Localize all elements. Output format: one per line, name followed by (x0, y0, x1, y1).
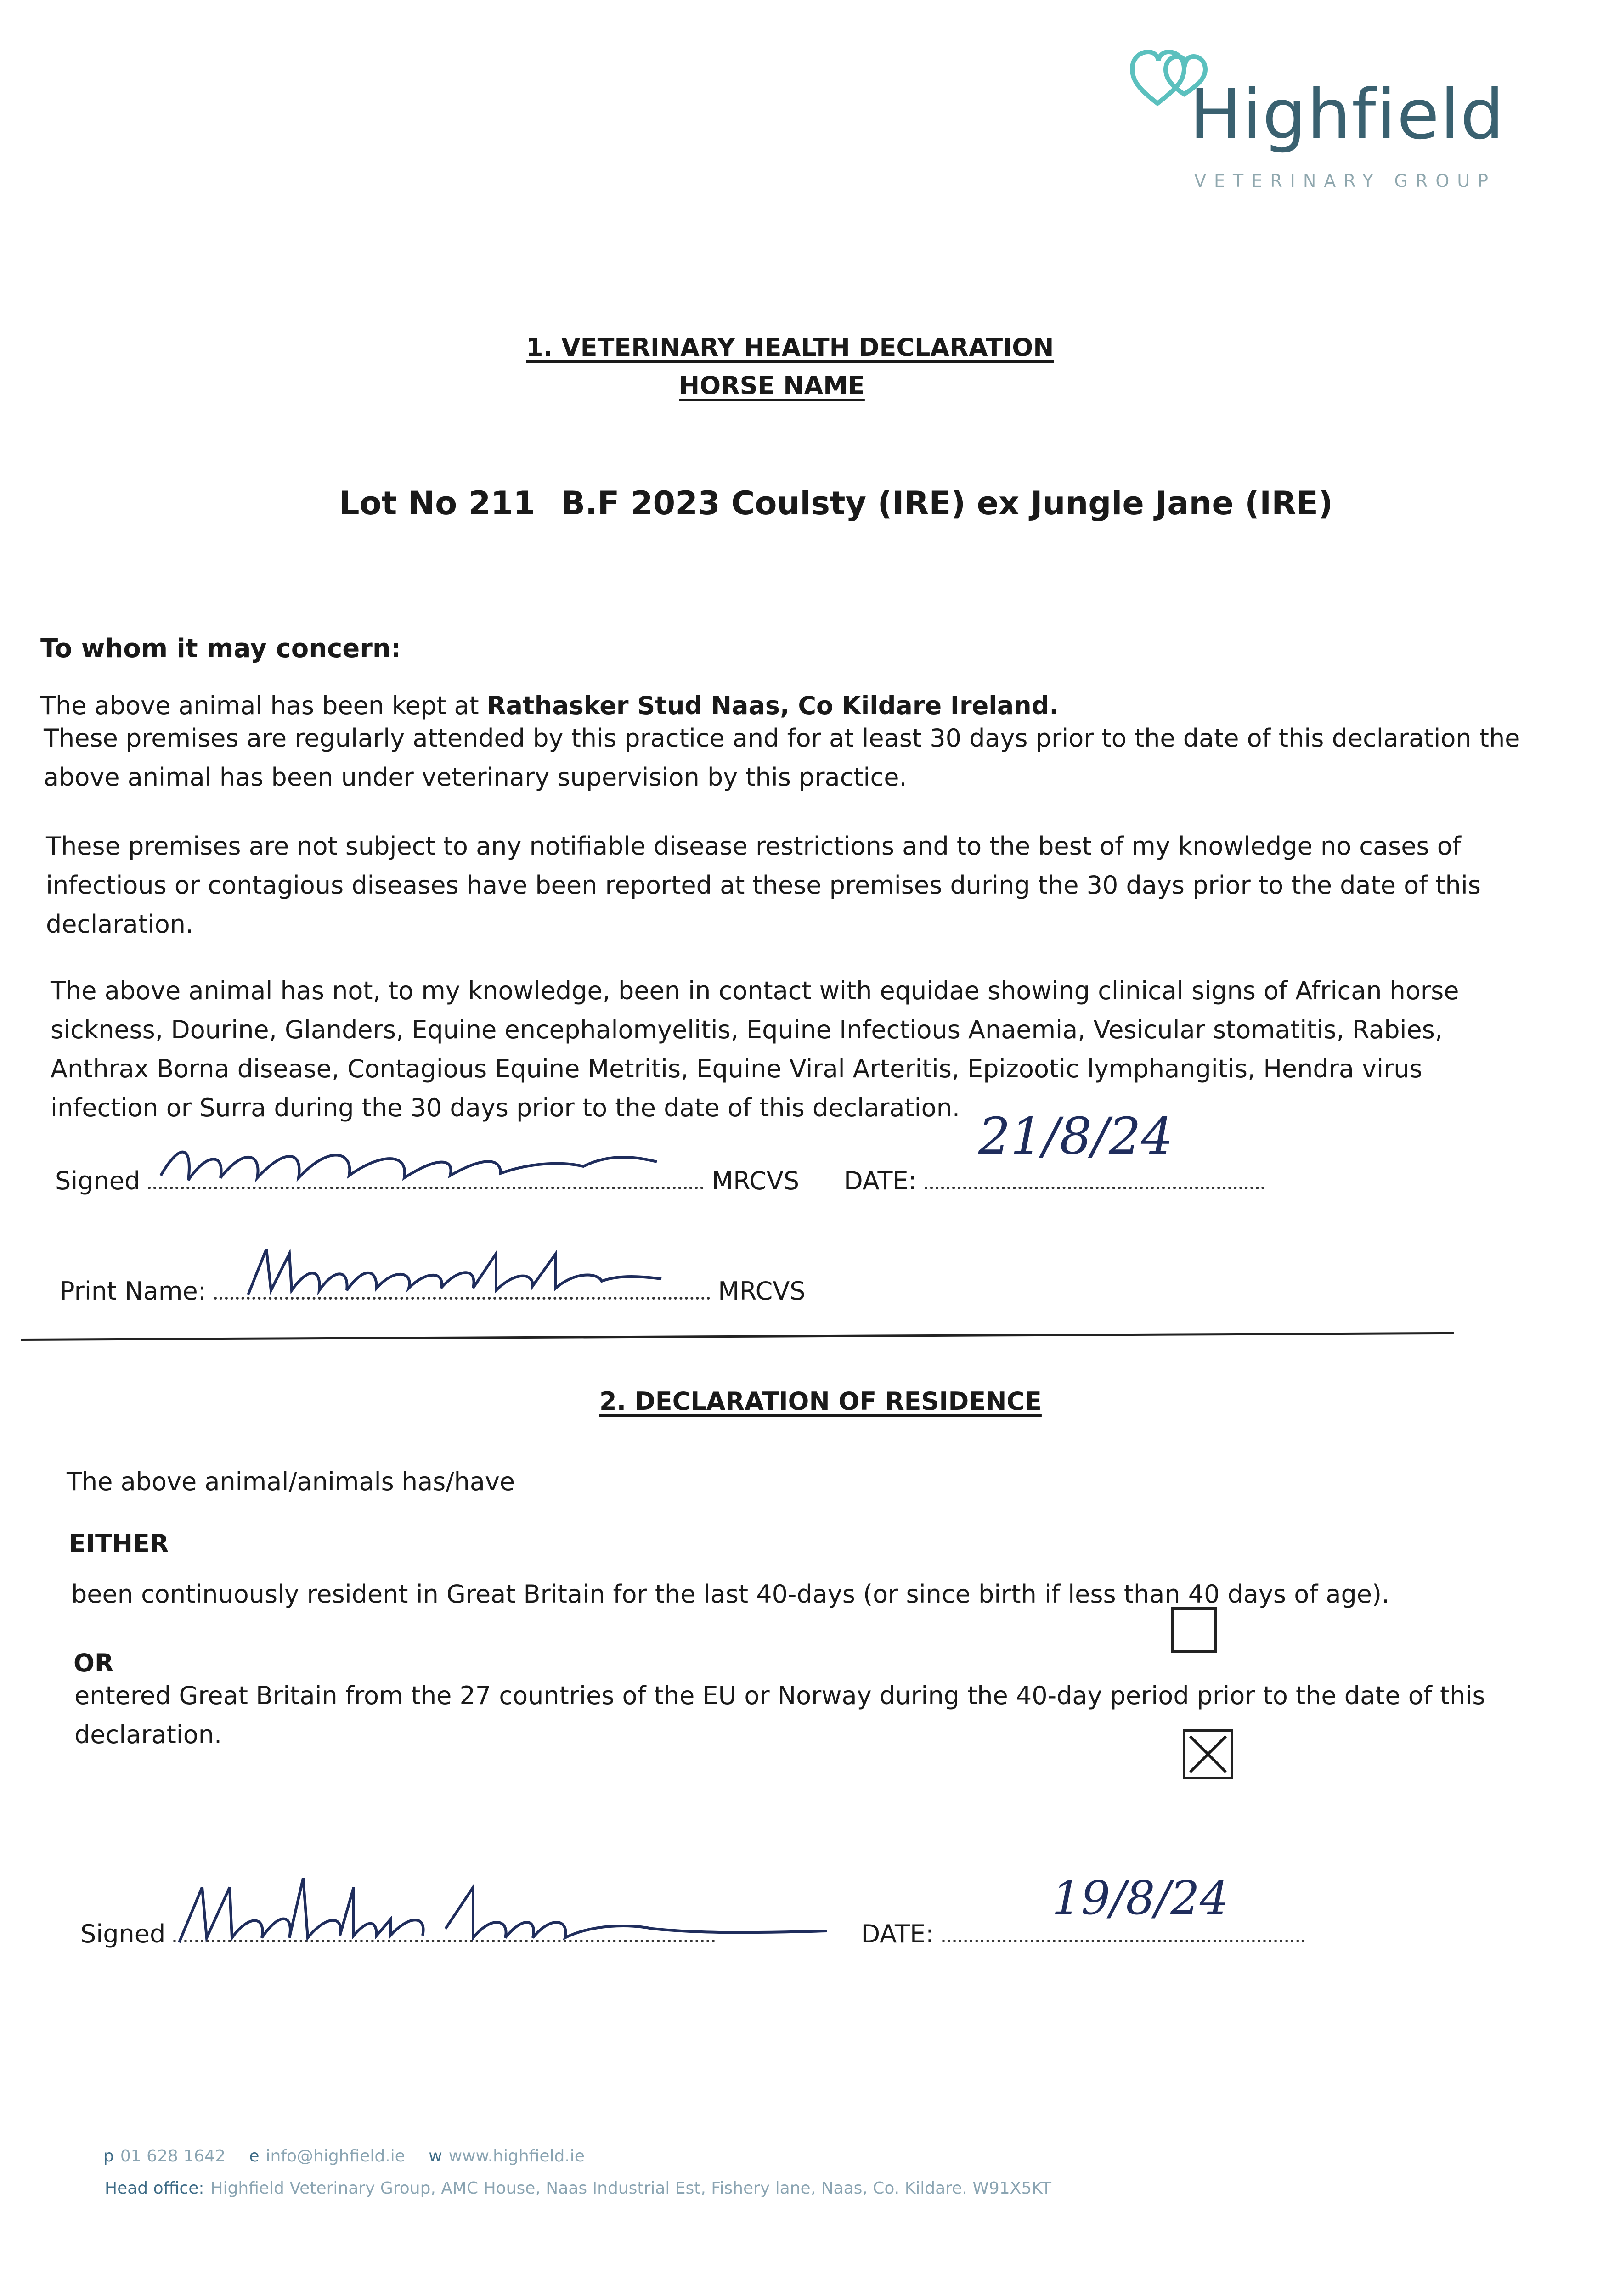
footer-office-line (105, 2179, 1051, 2198)
footer-office-label: Head office: (105, 2179, 204, 2198)
kept-at-location: Rathasker Stud Naas, Co Kildare Ireland. (486, 691, 1059, 720)
vet-date-label: DATE: (844, 1166, 917, 1195)
para-restrictions: These premises are not subject to any notifiable disease restrictions and to the best of my knowledge no cases of infectious or contagious diseases have been reported at these premises during the 30 days prior to the date of this declaration. (46, 832, 1481, 939)
option2-text: entered Great Britain from the 27 countries of the EU or Norway during the 40-day period prior to the date of this declaration. (74, 1681, 1485, 1749)
vet-mrcvs-label: MRCVS (711, 1166, 799, 1195)
footer-office-address: Highfield Veterinary Group, AMC House, Naas Industrial Est, Fishery lane, Naas, Co. Kildare. W91X5KT (210, 2179, 1052, 2198)
residence-intro: The above animal/animals has/have (67, 1467, 515, 1496)
vet-date-line[interactable] (925, 1177, 1264, 1189)
kept-at-line (40, 691, 1059, 720)
owner-signature-scribble (170, 1860, 836, 1956)
salutation: To whom it may concern: (40, 634, 401, 664)
vet-signed-label: Signed (55, 1166, 141, 1195)
footer-phone: 01 628 1642 (120, 2147, 226, 2166)
horse-name: B.F 2023 Coulsty (IRE) ex Jungle Jane (IRE) (560, 484, 1333, 522)
print-mrcvs-label: MRCVS (718, 1277, 806, 1306)
footer-web-label: w (429, 2147, 442, 2166)
footer-email[interactable]: info@highfield.ie (265, 2147, 405, 2166)
vet-signature-scribble (152, 1125, 680, 1194)
owner-date-handwritten: 19/8/24 (1052, 1871, 1229, 1925)
lot-number: Lot No 211 (339, 484, 536, 522)
lot-line (339, 484, 1333, 522)
logo-subtitle: VETERINARY GROUP (1194, 171, 1496, 191)
print-name-label: Print Name: (60, 1277, 206, 1306)
option1-checkbox[interactable] (1171, 1607, 1217, 1653)
or-label: OR (73, 1649, 114, 1677)
footer-email-label: e (249, 2147, 260, 2166)
option2-check-mark-icon (1185, 1732, 1231, 1777)
footer-phone-label: p (103, 2147, 114, 2166)
option2-checkbox[interactable] (1183, 1729, 1233, 1779)
section2-title: 2. DECLARATION OF RESIDENCE (599, 1387, 1042, 1416)
vet-date-handwritten: 21/8/24 (978, 1107, 1174, 1165)
print-name-scribble (239, 1235, 671, 1304)
owner-signed-label: Signed (80, 1919, 166, 1948)
owner-date-line[interactable] (942, 1930, 1305, 1942)
option1-text: been continuously resident in Great Britain for the last 40-days (or since birth if less than 40 days of age). (71, 1580, 1390, 1609)
kept-at-prefix: The above animal has been kept at (40, 691, 479, 720)
owner-date-label: DATE: (861, 1919, 934, 1948)
para-supervision: These premises are regularly attended by this practice and for at least 30 days prior to the date of this declaration the above animal has been under veterinary supervision by this practice. (44, 724, 1520, 792)
logo-wordmark: Highfield (1190, 75, 1505, 155)
section1-title: 1. VETERINARY HEALTH DECLARATION (526, 333, 1054, 362)
footer-contact-line (103, 2147, 585, 2166)
section-divider (21, 1332, 1454, 1341)
either-label: EITHER (69, 1529, 169, 1558)
section1-subtitle: HORSE NAME (679, 371, 865, 400)
para-contact: The above animal has not, to my knowledge, been in contact with equidae showing clinical signs of African horse sickness, Dourine, Glanders, Equine encephalomyelitis, Equine Infectious Anaemia, Vesicular stomatitis, Rabies, Anthrax Borna disease, Contagious Equine Metritis, Equine Viral Arteritis, Epizootic lymphangitis, Hendra virus infection or Surra during the 30 days prior to the date of this declaration. (51, 976, 1459, 1122)
footer-web[interactable]: www.highfield.ie (448, 2147, 585, 2166)
